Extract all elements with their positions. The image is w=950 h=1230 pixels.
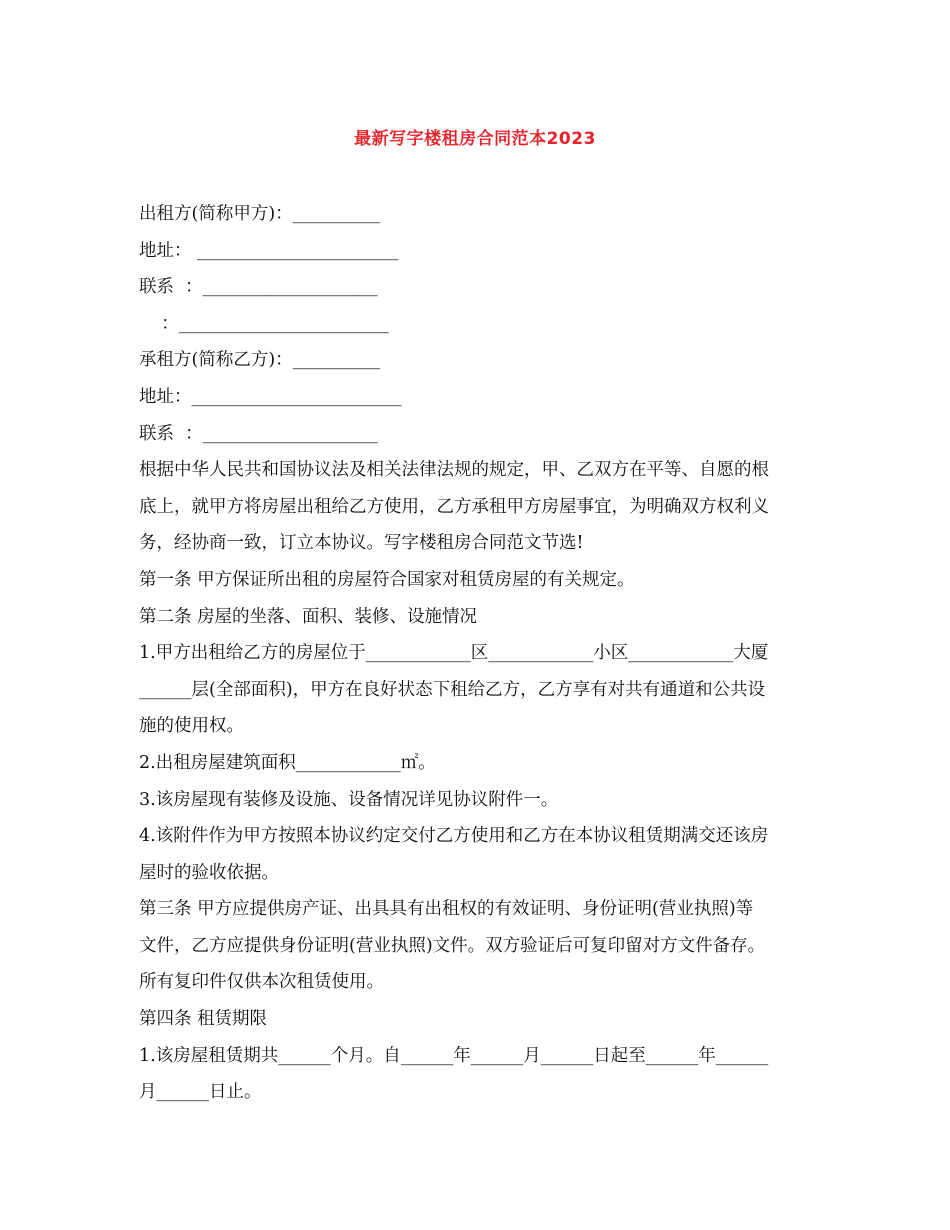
- document-body: [139, 196, 819, 1111]
- lessor-name-line: 出租方(简称甲方)：__________: [139, 204, 381, 224]
- article-2-heading: 第二条 房屋的坐落、面积、装修、设施情况: [139, 606, 478, 627]
- paragraph-line: 文件，乙方应提供身份证明(营业执照)文件。双方验证后可复印留对方文件备存。: [139, 935, 766, 956]
- lessee-address-line: 地址：________________________: [139, 386, 402, 407]
- lessor-contact-line: 联系 ：____________________: [139, 277, 378, 298]
- lessor-address-line: 地址： _______________________: [139, 240, 399, 261]
- paragraph-line: 2.出租房屋建筑面积____________㎡。: [139, 752, 436, 773]
- paragraph-line: 务，经协商一致，订立本协议。写字楼租房合同范文节选!: [139, 533, 584, 554]
- paragraph-line: 根据中华人民共和国协议法及相关法律法规的规定，甲、乙双方在平等、自愿的根: [139, 460, 769, 481]
- lessee-contact-line: 联系 ：____________________: [139, 423, 378, 444]
- lessee-name-line: 承租方(简称乙方)：__________: [139, 350, 381, 371]
- article-1-line: 第一条 甲方保证所出租的房屋符合国家对租赁房屋的有关规定。: [139, 569, 635, 590]
- paragraph-line: 所有复印件仅供本次租赁使用。: [139, 972, 384, 993]
- paragraph-line: 1.甲方出租给乙方的房屋位于____________区____________小区____________大厦: [139, 643, 769, 664]
- document-title: 最新写字楼租房合同范本2023: [354, 129, 596, 149]
- paragraph-line: 4.该附件作为甲方按照本协议约定交付乙方使用和乙方在本协议租赁期满交还该房: [139, 826, 769, 847]
- paragraph-line: 1.该房屋租赁期共______个月。自______年______月______日起至______年______: [139, 1045, 769, 1066]
- paragraph-line: 施的使用权。: [139, 716, 244, 737]
- lessor-extra-line: ：________________________: [139, 313, 389, 334]
- paragraph-line: ______层(全部面积)，甲方在良好状态下租给乙方，乙方享有对共有通道和公共设: [139, 679, 766, 700]
- article-4-heading: 第四条 租赁期限: [139, 1009, 268, 1030]
- paragraph-line: 月______日止。: [139, 1082, 262, 1103]
- paragraph-line: 3.该房屋现有装修及设施、设备情况详见协议附件一。: [139, 789, 559, 810]
- paragraph-line: 屋时的验收依据。: [139, 862, 279, 883]
- article-3-line: 第三条 甲方应提供房产证、出具具有出租权的有效证明、身份证明(营业执照)等: [139, 899, 754, 920]
- paragraph-line: 底上，就甲方将房屋出租给乙方使用，乙方承租甲方房屋事宜，为明确双方权利义: [139, 496, 769, 517]
